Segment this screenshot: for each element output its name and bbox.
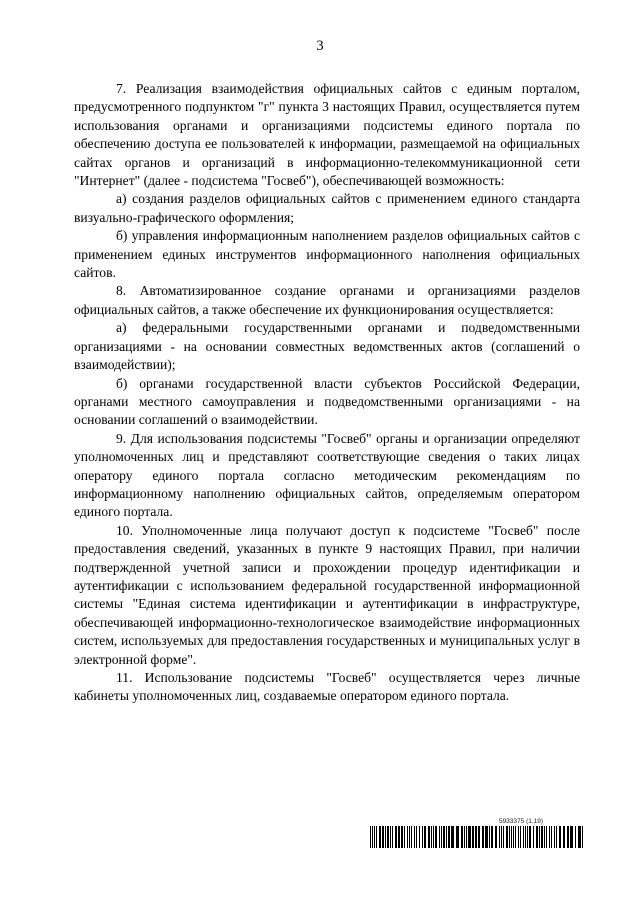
paragraph-9: 9. Для использования подсистемы "Госвеб" органы и организации определяют уполномоченных лиц и представляют соответствующие сведения о таких лицах оператору единого портала согласно методическим рекомендациям по информационному наполнению официальных сайтов, определяемым оператором единого портала. [74, 430, 580, 520]
paragraph-8a: а) федеральными государственными органами и подведомственными организациями - на основании совместных ведомственных актов (соглашений о взаимодействии); [74, 320, 580, 373]
paragraph-8: 8. Автоматизированное создание органами и организациями разделов официальных сайтов, а также обеспечение их функционирования осуществляется: [74, 283, 580, 317]
barcode-icon [370, 826, 586, 848]
paragraph-11: 11. Использование подсистемы "Госвеб" осуществляется через личные кабинеты уполномоченных лиц, создаваемые оператором единого портала. [74, 670, 580, 704]
document-code: 5933375 (1.19) [498, 818, 544, 825]
paragraph-8b: б) органами государственной власти субъектов Российской Федерации, органами местного самоуправления и подведомственными организациями - на основании соглашений о взаимодействии. [74, 375, 580, 428]
page-number: 3 [316, 38, 324, 54]
document-body [74, 80, 580, 706]
paragraph-7: 7. Реализация взаимодействия официальных сайтов с единым порталом, предусмотренного подпунктом "г" пункта 3 настоящих Правил, осуществляется путем использования органами и организациями подсистемы единого портала по обеспечению доступа ее пользователей к информации, размещаемой на официальных сайтах органов и организаций в информационно-телекоммуникационной сети "Интернет" (далее - подсистема "Госвеб"), обеспечивающей возможность: [74, 81, 580, 189]
paragraph-7b: б) управления информационным наполнением разделов официальных сайтов с применением единых инструментов информационного наполнения официальных сайтов. [74, 228, 580, 281]
paragraph-10: 10. Уполномоченные лица получают доступ к подсистеме "Госвеб" после предоставления сведений, указанных в пункте 9 настоящих Правил, при наличии подтвержденной учетной записи и прохождении процедур идентификации и аутентификации с использованием федеральной государственной информационной системы "Единая система идентификации и аутентификации в инфраструктуре, обеспечивающей информационно-технологическое взаимодействие информационных систем, используемых для предоставления государственных и муниципальных услуг в электронной форме". [74, 522, 580, 667]
paragraph-7a: а) создания разделов официальных сайтов с применением единого стандарта визуально-графического оформления; [74, 191, 580, 225]
